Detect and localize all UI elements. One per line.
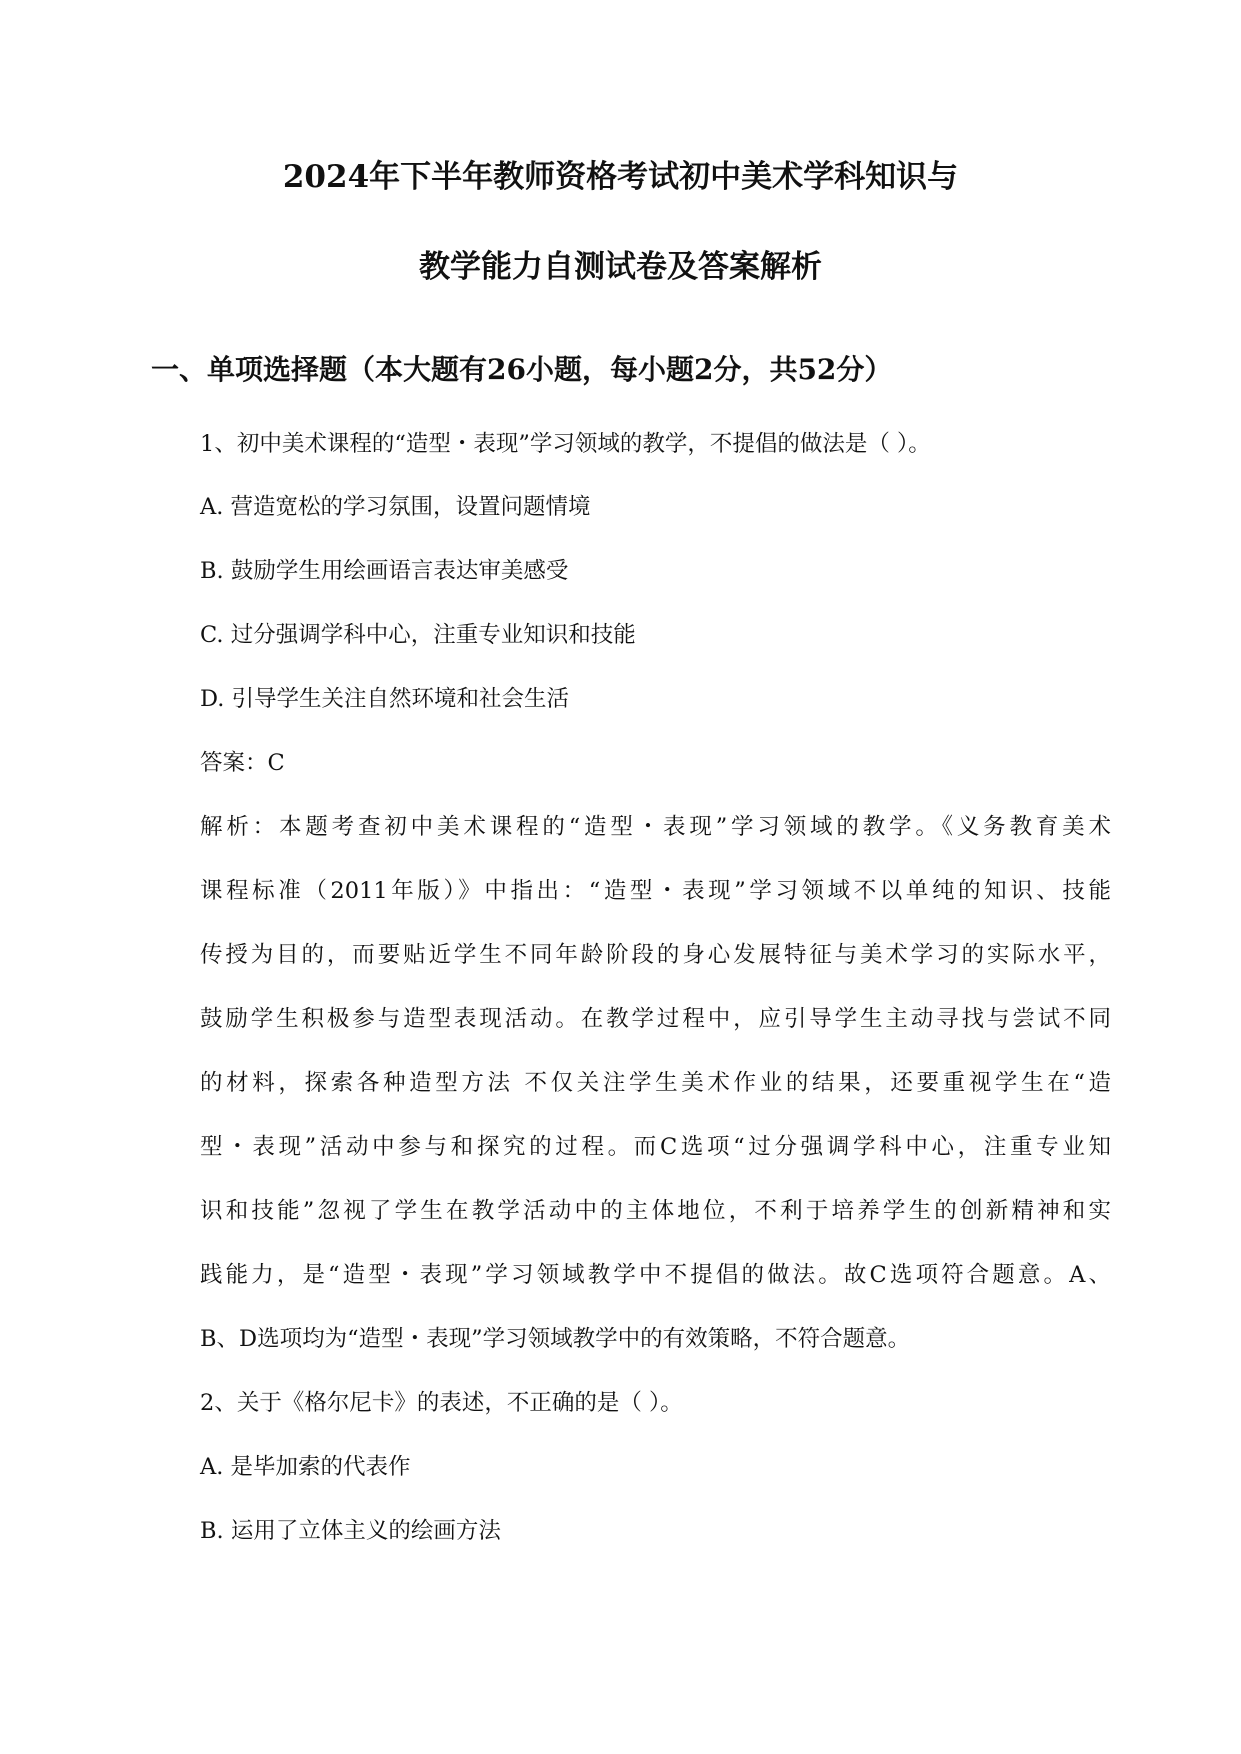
question-1-analysis-line: 解析：本题考查初中美术课程的“造型・表现”学习领域的教学。《义务教育美术	[200, 814, 1111, 840]
question-1-stem: 1、初中美术课程的“造型・表现”学习领域的教学，不提倡的做法是（ ）。	[200, 431, 931, 457]
question-1-answer: 答案：C	[200, 750, 285, 776]
question-1-option-c: C. 过分强调学科中心，注重专业知识和技能	[200, 622, 636, 648]
question-1-analysis-line: 课程标准（2011年版）》中指出：“造型・表现”学习领域不以单纯的知识、技能	[200, 878, 1111, 904]
document-title-line-2: 教学能力自测试卷及答案解析	[419, 249, 822, 285]
question-1-analysis-line: 的材料，探索各种造型方法 不仅关注学生美术作业的结果，还要重视学生在“造	[200, 1070, 1111, 1096]
question-2-option-a: A. 是毕加索的代表作	[200, 1454, 411, 1480]
question-1-analysis-line: 践能力，是“造型・表现”学习领域教学中不提倡的做法。故C选项符合题意。A、	[200, 1262, 1111, 1288]
question-1-analysis-line: 型・表现”活动中参与和探究的过程。而C选项“过分强调学科中心，注重专业知	[200, 1134, 1111, 1160]
question-2-stem: 2、关于《格尔尼卡》的表述，不正确的是（ ）。	[200, 1390, 683, 1416]
question-1-analysis-line: B、D选项均为“造型・表现”学习领域教学中的有效策略，不符合题意。	[200, 1326, 911, 1352]
document-title-line-1: 2024年下半年教师资格考试初中美术学科知识与	[282, 159, 959, 195]
section-heading: 一、单项选择题（本大题有26小题，每小题2分，共52分）	[151, 353, 893, 386]
question-1-analysis-line: 鼓励学生积极参与造型表现活动。在教学过程中，应引导学生主动寻找与尝试不同	[200, 1006, 1111, 1032]
question-1-analysis-line: 识和技能”忽视了学生在教学活动中的主体地位，不利于培养学生的创新精神和实	[200, 1198, 1111, 1224]
question-1-option-a: A. 营造宽松的学习氛围，设置问题情境	[200, 494, 591, 520]
question-1-option-d: D. 引导学生关注自然环境和社会生活	[200, 686, 570, 712]
question-1-analysis-line: 传授为目的，而要贴近学生不同年龄阶段的身心发展特征与美术学习的实际水平，	[200, 942, 1111, 968]
question-1-option-b: B. 鼓励学生用绘画语言表达审美感受	[200, 558, 569, 584]
question-2-option-b: B. 运用了立体主义的绘画方法	[200, 1518, 501, 1544]
